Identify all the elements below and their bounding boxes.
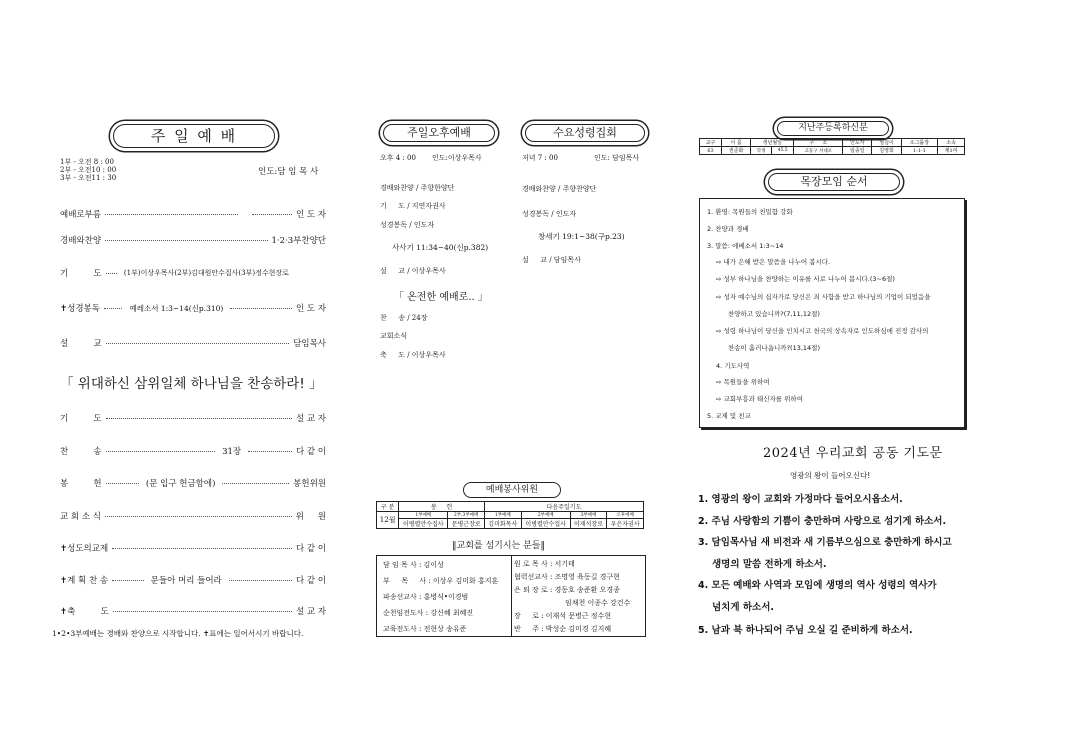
service-time-3: 3부 - 오전11 : 30 (60, 174, 117, 182)
afternoon-item: 교회소식 (380, 332, 408, 340)
meeting-line: ⇨ 교회부흥과 태신자를 위하여 (716, 395, 803, 403)
afternoon-title: 주일오후예배 (383, 124, 495, 142)
wednesday-item: 성경봉독 / 인도자 (522, 210, 577, 218)
staff-right: 장 로 : 이재석 문병근 정수현 (514, 612, 612, 620)
afternoon-item: 축 도 / 이상우목사 (380, 351, 446, 359)
service-presider: 인도:담 임 목 사 (258, 167, 319, 177)
meeting-line: 4. 기도사역 (716, 362, 750, 370)
wednesday-title: 수요성령집회 (525, 124, 645, 142)
order2-row: 교 회 소 식 위 원 (60, 512, 326, 522)
order2-row: ✝계 획 찬 송 문들아 머리 들어라 다 같 이 (60, 576, 326, 586)
meeting-line: ⇨ 성자 예수님의 십자가로 당신은 죄 사함을 받고 하나님의 기업이 되었음을 (716, 293, 931, 301)
prayer-item: 4. 모든 예배와 사역과 모임에 생명의 역사 성령의 역사가 (698, 580, 937, 591)
order2-row: ✝축 도 설 교 자 (60, 607, 326, 617)
afternoon-item: 경배와찬양 / 주향한양단 (380, 184, 455, 192)
order-row: 경배와찬양 1·2·3부찬양단 (60, 236, 326, 246)
order2-row: 기 도 설 교 자 (60, 414, 326, 424)
meeting-line: 찬송이 흘러나옵니까?(13,14절) (728, 344, 820, 352)
order-row: 설 교 담임목사 (60, 339, 326, 349)
staff-right: 은 퇴 장 로 : 경동호 송준환 오경종 (514, 586, 620, 594)
meeting-line: 5. 교제 및 친교 (707, 412, 751, 420)
meeting-line: ⇨ 성부 하나님을 찬양하는 이유를 서로 나누어 봅시다.(3~6절) (716, 275, 895, 283)
afternoon-sermon: 「 온전한 예배로.. 」 (394, 292, 488, 303)
newcomers-title: 지난주등록하신분 (777, 121, 889, 136)
newcomers-table: 교구 이 름 생년월일 주 소 인도자 섬김이 소그룹장 소속 63 권준화 학생 45.5 고등구 서대포 임종일 김영희 1-1-1 제1여 (699, 138, 965, 155)
afternoon-item: 찬 송 / 24장 (380, 314, 428, 322)
staff-left: 파송선교사 : 홍병식•이경범 (383, 593, 469, 601)
wednesday-lead: 인도: 담임목사 (594, 154, 640, 162)
afternoon-lead: 인도:이상우목사 (432, 154, 482, 162)
meeting-title: 목장모임 순서 (768, 173, 900, 191)
meeting-line: ⇨ 내가 은혜 받은 말씀을 나누어 봅시다. (716, 258, 831, 266)
meeting-line: ⇨ 성령 하나님이 당신을 인치시고 천국의 상속자로 인도하심에 진정 감사의 (716, 327, 929, 335)
sunday-service-title: 주 일 예 배 (113, 124, 275, 148)
staff-right: 임채천 이종수 강건수 (565, 599, 631, 607)
order2-row: 봉 헌 (문 입구 헌금함에) 봉헌위원 (60, 479, 326, 489)
prayer-title: 2024년 우리교회 공동 기도문 (763, 446, 943, 461)
staff-right: 협력선교사 : 조명영 육동길 경구현 (514, 573, 620, 581)
meeting-line: 1. 환영: 목원들의 친밀함 강화 (707, 208, 793, 216)
staff-left: 담 임 목 사 : 김이성 (383, 561, 444, 569)
afternoon-item: 설 교 / 이상우목사 (380, 267, 446, 275)
staff-left: 순천임전도사 : 강신혜 최혜진 (383, 609, 474, 617)
afternoon-item: 기 도 / 지연자권사 (380, 202, 446, 210)
servers-table: 구 분 봉 헌 다음주일기도 12월 1부예배 2부,3부예배 1부예배 2부예배 3부예배 오후예배 이병렬안수집사 문병근장로 김미화목사 이병렬안수집사 이재석장로 우은자권사 (376, 501, 644, 529)
wednesday-scripture: 창세기 19:1~38(구p.23) (538, 232, 625, 241)
meeting-line: ⇨ 목원들을 위하여 (716, 378, 770, 386)
order-row (60, 208, 326, 220)
meeting-line: 3. 말씀: 에베소서 1:3~14 (707, 242, 784, 250)
staff-right: 반 주 : 박성순 김미경 김지혜 (514, 625, 612, 633)
wednesday-item: 설 교 / 담임목사 (522, 256, 581, 264)
wednesday-time: 저녁 7 : 00 (522, 154, 558, 162)
order2-row: 찬 송 31장 다 같 이 (60, 447, 326, 457)
prayer-item: 2. 주님 사랑함의 기쁨이 충만하며 사랑으로 섬기게 하소서. (698, 516, 947, 527)
prayer-subtitle: 영광의 왕이 들어오신다! (790, 471, 871, 480)
afternoon-scripture: 사사기 11:34~40(신p.382) (392, 243, 489, 252)
prayer-item: 5. 남과 북 하나되어 주님 오실 길 준비하게 하소서. (698, 625, 913, 636)
sermon-title: 「 위대하신 삼위일체 하나님을 찬송하라! 」 (60, 376, 323, 392)
staff-right: 원 로 목 사 : 서기태 (514, 560, 575, 568)
staff-left: 부 목 사 : 이상우 김미화 홍지훈 (383, 577, 499, 585)
prayer-item: 생명의 말씀 전하게 하소서. (712, 559, 827, 570)
servers-caption: ‖교회를 섬기시는 분들‖ (452, 541, 545, 551)
order2-row: ✝성도의교제 다 같 이 (60, 544, 326, 554)
afternoon-time: 오후 4 : 00 (380, 154, 416, 162)
order-row: ✝성경봉독 예레소서 1:3~14(신p.310) 인 도 자 (60, 303, 326, 314)
meeting-line: 2. 찬양과 경배 (707, 225, 749, 233)
service-time-1: 1부 - 오전 8 : 00 (60, 158, 114, 166)
servers-title: 예배봉사위원 (463, 482, 561, 498)
afternoon-item: 성경봉독 / 인도자 (380, 221, 435, 229)
prayer-item: 3. 담임목사님 새 비전과 새 기름부으심으로 충만하게 하시고 (698, 537, 952, 548)
service-time-2: 2부 - 오전10 : 00 (60, 166, 117, 174)
prayer-item: 1. 영광의 왕이 교회와 가정마다 들어오시옵소서. (698, 494, 903, 505)
order-right: 인 도 자 (295, 210, 326, 220)
prayer-item: 넘치게 하소서. (712, 602, 774, 613)
staff-left: 교육전도사 : 전현상 송유준 (383, 625, 467, 633)
meeting-line: 찬양하고 있습니까?(7,11,12절) (728, 310, 820, 318)
order-name: 예배로부름 (60, 210, 102, 220)
wednesday-item: 경배와찬양 / 주향찬양단 (522, 185, 597, 193)
order-row: 기 도 (1부)이상우목사(2부)김대원안수집사(3부)정수현장로 (60, 269, 289, 279)
footnote: 1•2•3부예배는 경배와 찬양으로 시작합니다. ✝표에는 일어서시기 바랍니다. (52, 629, 304, 638)
